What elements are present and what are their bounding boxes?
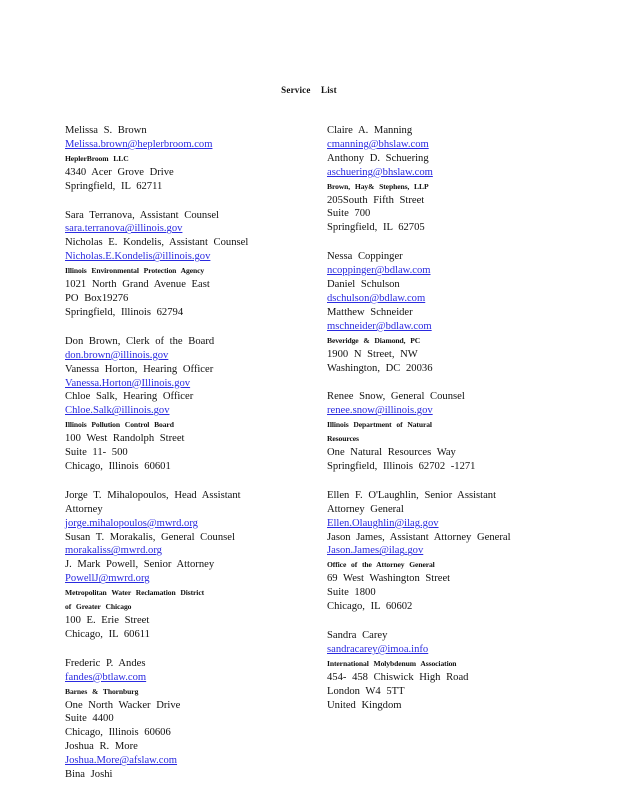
contact-text-line: Nessa Coppinger: [327, 251, 403, 263]
organization-name: Barnes & Thornburg: [65, 686, 139, 696]
contact-text-line: Melissa S. Brown: [65, 125, 147, 136]
organization-name: Office of the Attorney General: [327, 560, 435, 570]
service-list-left-column: [65, 124, 320, 797]
contact-text-line: Sandra Carey: [327, 630, 388, 641]
contact-text-line: Vanessa Horton, Hearing Officer: [65, 363, 214, 375]
service-contact-entry: [327, 124, 587, 235]
contact-text-line: Chloe Salk, Hearing Officer: [65, 391, 194, 403]
page-title: Service List: [281, 85, 337, 95]
email-link[interactable]: Ellen.Olaughlin@ilag.gov: [327, 517, 439, 529]
contact-text-line: Ellen F. O'Laughlin, Senior Assistant: [327, 489, 497, 501]
email-link[interactable]: Melissa.brown@heplerbroom.com: [65, 138, 213, 150]
organization-name: Beveridge & Diamond, PC: [327, 335, 421, 345]
contact-text-line: Suite 4400: [65, 713, 114, 725]
contact-text-line: Sara Terranova, Assistant Counsel: [65, 209, 219, 221]
contact-text-line: 4340 Acer Grove Drive: [65, 166, 174, 178]
contact-text-line: London W4 5TT: [327, 685, 405, 697]
contact-text-line: Suite 700: [327, 208, 371, 220]
email-link[interactable]: Jason.James@ilag.gov: [327, 545, 424, 557]
email-link[interactable]: jorge.mihalopoulos@mwrd.org: [65, 517, 198, 529]
organization-name: HeplerBroom LLC: [65, 153, 129, 163]
contact-text-line: 1900 N Street, NW: [327, 348, 418, 360]
service-contact-entry: [327, 629, 587, 712]
contact-text-line: Susan T. Morakalis, General Counsel: [65, 531, 235, 543]
email-link[interactable]: don.brown@illinois.gov: [65, 349, 169, 361]
service-contact-entry: [65, 657, 320, 782]
contact-text-line: Matthew Schneider: [327, 306, 413, 318]
contact-text-line: Springfield, Illinois 62702 -1271: [327, 460, 476, 472]
contact-text-line: Suite 11- 500: [65, 447, 128, 459]
contact-text-line: Jorge T. Mihalopoulos, Head Assistant: [65, 489, 241, 501]
organization-name: Illinois Pollution Control Board: [65, 420, 174, 430]
contact-text-line: Springfield, Illinois 62794: [65, 306, 184, 318]
email-link[interactable]: dschulson@bdlaw.com: [327, 292, 426, 304]
contact-text-line: Springfield, IL 62711: [65, 180, 163, 192]
organization-name: of Greater Chicago: [65, 602, 132, 612]
contact-text-line: 100 E. Erie Street: [65, 615, 150, 626]
service-list-right-column: [327, 124, 587, 727]
contact-text-line: 454- 458 Chiswick High Road: [327, 671, 469, 683]
contact-text-line: 1021 North Grand Avenue East: [65, 279, 210, 291]
contact-text-line: 69 West Washington Street: [327, 573, 451, 585]
organization-name: Resources: [327, 434, 359, 444]
contact-text-line: United Kingdom: [327, 699, 402, 711]
organization-name: Illinois Environmental Protection Agency: [65, 266, 205, 276]
service-contact-entry: [65, 124, 320, 194]
contact-text-line: Daniel Schulson: [327, 279, 400, 291]
contact-text-line: Jason James, Assistant Attorney General: [327, 531, 511, 543]
contact-text-line: Suite 1800: [327, 587, 376, 599]
email-link[interactable]: Vanessa.Horton@Illinois.gov: [65, 377, 191, 389]
email-link[interactable]: fandes@btlaw.com: [65, 671, 147, 683]
organization-name: Illinois Department of Natural: [327, 420, 432, 430]
email-link[interactable]: sara.terranova@illinois.gov: [65, 223, 183, 235]
contact-text-line: Joshua R. More: [65, 741, 138, 753]
contact-text-line: Chicago, IL 60602: [327, 601, 413, 613]
organization-name: International Molybdenum Association: [327, 658, 457, 668]
email-link[interactable]: renee.snow@illinois.gov: [327, 405, 433, 417]
email-link[interactable]: aschuering@bhslaw.com: [327, 166, 433, 178]
contact-text-line: PO Box19276: [65, 292, 129, 304]
contact-text-line: Springfield, IL 62705: [327, 222, 425, 234]
email-link[interactable]: Nicholas.E.Kondelis@illinois.gov: [65, 251, 211, 263]
contact-text-line: Claire A. Manning: [327, 125, 413, 136]
contact-text-line: One Natural Resources Way: [327, 447, 456, 459]
service-contact-entry: [65, 335, 320, 474]
contact-text-line: 205South Fifth Street: [327, 194, 425, 206]
contact-text-line: Attorney: [65, 503, 103, 515]
service-contact-entry: [327, 250, 587, 375]
email-link[interactable]: Joshua.More@afslaw.com: [65, 755, 178, 767]
contact-text-line: Chicago, IL 60611: [65, 628, 150, 640]
email-link[interactable]: morakaliss@mwrd.org: [65, 545, 162, 557]
contact-text-line: One North Wacker Drive: [65, 699, 181, 711]
contact-text-line: Attorney General: [327, 503, 404, 515]
contact-text-line: Nicholas E. Kondelis, Assistant Counsel: [65, 237, 249, 249]
service-contact-entry: [327, 390, 587, 473]
contact-text-line: Renee Snow, General Counsel: [327, 391, 465, 403]
organization-name: Metropolitan Water Reclamation District: [65, 588, 205, 598]
email-link[interactable]: PowellJ@mwrd.org: [65, 573, 150, 585]
contact-text-line: Chicago, Illinois 60606: [65, 727, 171, 739]
contact-text-line: Frederic P. Andes: [65, 657, 146, 669]
email-link[interactable]: cmanning@bhslaw.com: [327, 138, 429, 150]
email-link[interactable]: mschneider@bdlaw.com: [327, 320, 432, 332]
contact-text-line: J. Mark Powell, Senior Attorney: [65, 559, 215, 571]
service-contact-entry: [65, 489, 320, 642]
contact-text-line: Washington, DC 20036: [327, 362, 433, 374]
contact-text-line: Anthony D. Schuering: [327, 152, 429, 164]
organization-name: Brown, Hay& Stephens, LLP: [327, 181, 429, 191]
email-link[interactable]: sandracarey@imoa.info: [327, 643, 429, 655]
contact-text-line: Don Brown, Clerk of the Board: [65, 335, 215, 347]
email-link[interactable]: Chloe.Salk@illinois.gov: [65, 405, 170, 417]
contact-text-line: Bina Joshi: [65, 769, 113, 781]
service-contact-entry: [65, 209, 320, 320]
contact-text-line: 100 West Randolph Street: [65, 433, 185, 445]
email-link[interactable]: ncoppinger@bdlaw.com: [327, 265, 431, 277]
service-contact-entry: [327, 489, 587, 614]
contact-text-line: Chicago, Illinois 60601: [65, 460, 171, 472]
